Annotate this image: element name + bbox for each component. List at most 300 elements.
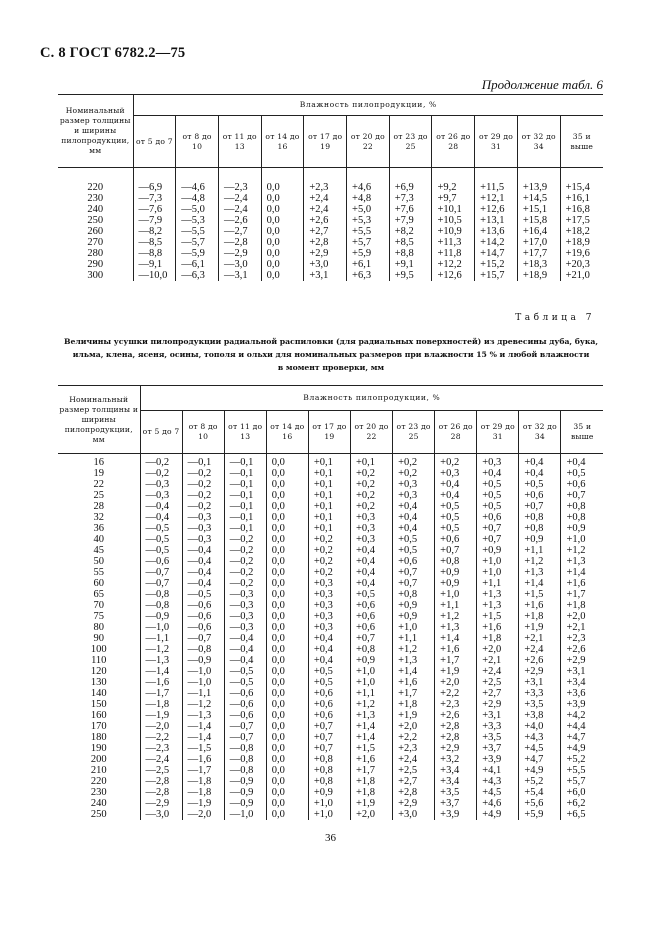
value-cell: —0,8 <box>140 600 182 611</box>
value-cell: +4,4 <box>561 721 603 732</box>
value-cell: —1,0 <box>182 677 224 688</box>
value-cell: 0,0 <box>266 534 308 545</box>
value-cell: +0,4 <box>393 523 435 534</box>
value-cell: +1,6 <box>477 622 519 633</box>
value-cell: —2,6 <box>218 215 261 226</box>
size-cell: 160 <box>58 710 140 721</box>
value-cell: +0,1 <box>308 501 350 512</box>
value-cell: +2,5 <box>477 677 519 688</box>
value-cell: —0,1 <box>224 523 266 534</box>
value-cell: +1,2 <box>350 699 392 710</box>
size-cell: 19 <box>58 468 140 479</box>
value-cell: 0,0 <box>266 787 308 798</box>
value-cell: —0,3 <box>140 490 182 501</box>
size-cell: 220 <box>58 776 140 787</box>
value-cell: —0,9 <box>224 776 266 787</box>
value-cell: —2,4 <box>218 204 261 215</box>
value-cell: +9,5 <box>389 270 432 281</box>
size-cell: 22 <box>58 479 140 490</box>
value-cell: —0,9 <box>140 611 182 622</box>
value-cell: +1,3 <box>393 655 435 666</box>
value-cell: +0,6 <box>435 534 477 545</box>
value-cell: +0,7 <box>350 633 392 644</box>
value-cell: +0,4 <box>477 468 519 479</box>
value-cell: —1,4 <box>182 721 224 732</box>
value-cell: +0,4 <box>519 457 561 468</box>
value-cell: +4,9 <box>519 765 561 776</box>
value-cell: +0,1 <box>308 457 350 468</box>
value-cell: +0,8 <box>308 776 350 787</box>
value-cell: +2,8 <box>304 237 347 248</box>
value-cell: +3,4 <box>435 776 477 787</box>
value-cell: +3,5 <box>435 787 477 798</box>
value-cell: +6,2 <box>561 798 603 809</box>
value-cell: +2,9 <box>561 655 603 666</box>
value-cell: +0,7 <box>393 567 435 578</box>
value-cell: +11,8 <box>432 248 475 259</box>
size-cell: 130 <box>58 677 140 688</box>
value-cell: +7,9 <box>389 215 432 226</box>
value-cell: +2,0 <box>350 809 392 820</box>
value-cell: +1,4 <box>350 732 392 743</box>
caption-line: ильма, клена, ясеня, осины, тополя и ольхи для номинальных размеров при влажности 15 % и любой влажности <box>72 350 590 359</box>
value-cell: +4,6 <box>477 798 519 809</box>
value-cell: —5,9 <box>176 248 219 259</box>
table-row <box>58 699 603 710</box>
value-cell: —0,2 <box>224 578 266 589</box>
value-cell: 0,0 <box>266 633 308 644</box>
value-cell: —0,6 <box>224 699 266 710</box>
value-cell: +3,4 <box>435 765 477 776</box>
value-cell: +9,2 <box>432 182 475 193</box>
value-cell: +0,3 <box>308 600 350 611</box>
table-7 <box>58 385 603 820</box>
value-cell: —0,6 <box>140 556 182 567</box>
table-row <box>58 237 603 248</box>
value-cell: +0,3 <box>393 479 435 490</box>
value-cell: +1,5 <box>519 589 561 600</box>
value-cell: —5,5 <box>176 226 219 237</box>
value-cell: +4,3 <box>477 776 519 787</box>
value-cell: +5,4 <box>519 787 561 798</box>
column-header: 35 и выше <box>561 411 603 454</box>
value-cell: +12,6 <box>475 204 518 215</box>
value-cell: +0,6 <box>561 479 603 490</box>
value-cell: +10,5 <box>432 215 475 226</box>
value-cell: +0,2 <box>308 545 350 556</box>
value-cell: +0,3 <box>350 512 392 523</box>
value-cell: +4,7 <box>519 754 561 765</box>
value-cell: +1,9 <box>350 798 392 809</box>
value-cell: +10,1 <box>432 204 475 215</box>
value-cell: 0,0 <box>266 699 308 710</box>
value-cell: +0,5 <box>435 523 477 534</box>
value-cell: 0,0 <box>266 468 308 479</box>
value-cell: —0,2 <box>182 468 224 479</box>
value-cell: —0,7 <box>140 567 182 578</box>
value-cell: —10,0 <box>133 270 176 281</box>
value-cell: —5,7 <box>176 237 219 248</box>
value-cell: +0,4 <box>350 556 392 567</box>
value-cell: +1,0 <box>308 798 350 809</box>
value-cell: —1,0 <box>224 809 266 820</box>
group-header: Влажность пилопродукции, % <box>140 386 603 411</box>
value-cell: —1,1 <box>182 688 224 699</box>
value-cell: +2,6 <box>519 655 561 666</box>
column-header: от 32 до 34 <box>517 116 560 168</box>
table-row <box>58 479 603 490</box>
group-header: Влажность пилопродукции, % <box>133 95 603 116</box>
value-cell: +3,1 <box>304 270 347 281</box>
value-cell: +6,9 <box>389 182 432 193</box>
value-cell: +0,7 <box>308 721 350 732</box>
value-cell: +0,5 <box>308 677 350 688</box>
value-cell: —1,5 <box>182 743 224 754</box>
value-cell: —0,6 <box>224 688 266 699</box>
table-row <box>58 226 603 237</box>
value-cell: —2,7 <box>218 226 261 237</box>
value-cell: —2,4 <box>218 193 261 204</box>
value-cell: +14,2 <box>475 237 518 248</box>
value-cell: +2,0 <box>435 677 477 688</box>
value-cell: +12,6 <box>432 270 475 281</box>
table-row <box>58 556 603 567</box>
value-cell: +1,0 <box>393 622 435 633</box>
value-cell: +2,3 <box>393 743 435 754</box>
value-cell: —2,3 <box>140 743 182 754</box>
value-cell: +1,6 <box>393 677 435 688</box>
table-row <box>58 666 603 677</box>
value-cell: +0,7 <box>477 534 519 545</box>
value-cell: +3,6 <box>561 688 603 699</box>
value-cell: +17,5 <box>560 215 603 226</box>
table-row <box>58 248 603 259</box>
value-cell: +0,8 <box>393 589 435 600</box>
value-cell: 0,0 <box>266 512 308 523</box>
value-cell: +0,5 <box>435 512 477 523</box>
value-cell: +0,6 <box>308 710 350 721</box>
value-cell: +0,8 <box>561 512 603 523</box>
value-cell: 0,0 <box>266 479 308 490</box>
value-cell: +1,8 <box>561 600 603 611</box>
value-cell: +1,4 <box>519 578 561 589</box>
value-cell: —1,8 <box>182 787 224 798</box>
table-row <box>58 787 603 798</box>
column-header: от 23 до 25 <box>393 411 435 454</box>
value-cell: —0,4 <box>140 501 182 512</box>
value-cell: +6,1 <box>347 259 390 270</box>
value-cell: 0,0 <box>261 226 304 237</box>
value-cell: 0,0 <box>266 578 308 589</box>
value-cell: —0,3 <box>224 589 266 600</box>
table-row <box>58 215 603 226</box>
value-cell: +1,2 <box>519 556 561 567</box>
value-cell: +1,7 <box>393 688 435 699</box>
size-cell: 55 <box>58 567 140 578</box>
value-cell: +5,2 <box>561 754 603 765</box>
value-cell: —0,3 <box>182 512 224 523</box>
table-row <box>58 545 603 556</box>
value-cell: 0,0 <box>261 204 304 215</box>
value-cell: —0,2 <box>224 545 266 556</box>
value-cell: +0,4 <box>308 644 350 655</box>
value-cell: +0,3 <box>308 578 350 589</box>
value-cell: —3,0 <box>140 809 182 820</box>
table-row <box>58 688 603 699</box>
value-cell: —0,4 <box>182 556 224 567</box>
value-cell: +0,6 <box>350 600 392 611</box>
table-row <box>58 633 603 644</box>
value-cell: +3,5 <box>519 699 561 710</box>
size-cell: 230 <box>58 787 140 798</box>
size-cell: 28 <box>58 501 140 512</box>
size-cell: 300 <box>58 270 133 281</box>
value-cell: +4,5 <box>477 787 519 798</box>
value-cell: +0,3 <box>308 589 350 600</box>
value-cell: +0,6 <box>393 556 435 567</box>
value-cell: —0,9 <box>224 798 266 809</box>
value-cell: +0,9 <box>435 567 477 578</box>
value-cell: +3,0 <box>304 259 347 270</box>
size-cell: 270 <box>58 237 133 248</box>
value-cell: —0,5 <box>182 589 224 600</box>
value-cell: 0,0 <box>266 732 308 743</box>
value-cell: +10,9 <box>432 226 475 237</box>
value-cell: +0,4 <box>350 578 392 589</box>
value-cell: +2,2 <box>393 732 435 743</box>
size-cell: 260 <box>58 226 133 237</box>
value-cell: 0,0 <box>266 677 308 688</box>
value-cell: +5,7 <box>347 237 390 248</box>
value-cell: +0,4 <box>308 655 350 666</box>
value-cell: —5,3 <box>176 215 219 226</box>
value-cell: +0,2 <box>308 556 350 567</box>
size-cell: 45 <box>58 545 140 556</box>
value-cell: +0,4 <box>393 501 435 512</box>
value-cell: 0,0 <box>266 611 308 622</box>
value-cell: +16,4 <box>517 226 560 237</box>
size-cell: 50 <box>58 556 140 567</box>
table-row <box>58 721 603 732</box>
value-cell: +0,9 <box>350 655 392 666</box>
value-cell: +2,4 <box>304 204 347 215</box>
table-row <box>58 512 603 523</box>
size-cell: 100 <box>58 644 140 655</box>
value-cell: 0,0 <box>266 600 308 611</box>
value-cell: —0,5 <box>224 666 266 677</box>
value-cell: —0,1 <box>224 501 266 512</box>
value-cell: —6,3 <box>176 270 219 281</box>
value-cell: 0,0 <box>261 237 304 248</box>
value-cell: +4,2 <box>561 710 603 721</box>
value-cell: +1,8 <box>393 699 435 710</box>
table-row <box>58 193 603 204</box>
value-cell: —0,5 <box>140 523 182 534</box>
value-cell: —0,3 <box>224 600 266 611</box>
size-cell: 280 <box>58 248 133 259</box>
value-cell: +6,0 <box>561 787 603 798</box>
value-cell: —0,7 <box>140 578 182 589</box>
table-row <box>58 534 603 545</box>
value-cell: —0,5 <box>140 534 182 545</box>
table-row <box>58 732 603 743</box>
value-cell: +4,5 <box>519 743 561 754</box>
value-cell: —0,6 <box>182 622 224 633</box>
table-7-label: Таблица 7 <box>515 313 595 323</box>
value-cell: —0,2 <box>224 556 266 567</box>
table-row <box>58 457 603 468</box>
value-cell: —0,5 <box>140 545 182 556</box>
value-cell: +1,7 <box>350 765 392 776</box>
size-cell: 60 <box>58 578 140 589</box>
value-cell: 0,0 <box>266 457 308 468</box>
value-cell: —0,6 <box>224 710 266 721</box>
value-cell: +0,8 <box>561 501 603 512</box>
value-cell: 0,0 <box>266 501 308 512</box>
value-cell: +4,9 <box>561 743 603 754</box>
value-cell: +5,9 <box>347 248 390 259</box>
value-cell: —0,2 <box>140 457 182 468</box>
value-cell: +1,0 <box>477 567 519 578</box>
table-row <box>58 798 603 809</box>
value-cell: +2,1 <box>477 655 519 666</box>
value-cell: +1,1 <box>393 633 435 644</box>
value-cell: +0,3 <box>350 523 392 534</box>
table-row <box>58 677 603 688</box>
value-cell: +3,3 <box>519 688 561 699</box>
table-row <box>58 710 603 721</box>
value-cell: +19,6 <box>560 248 603 259</box>
value-cell: 0,0 <box>266 721 308 732</box>
value-cell: +15,8 <box>517 215 560 226</box>
table-row <box>58 655 603 666</box>
value-cell: +2,8 <box>435 732 477 743</box>
value-cell: +1,2 <box>393 644 435 655</box>
size-cell: 16 <box>58 457 140 468</box>
value-cell: +0,5 <box>308 666 350 677</box>
value-cell: +0,3 <box>477 457 519 468</box>
table-row <box>58 589 603 600</box>
value-cell: —0,1 <box>224 490 266 501</box>
value-cell: —0,2 <box>224 534 266 545</box>
value-cell: 0,0 <box>266 776 308 787</box>
value-cell: —1,1 <box>140 633 182 644</box>
value-cell: +0,5 <box>561 468 603 479</box>
value-cell: +2,3 <box>435 699 477 710</box>
value-cell: —7,6 <box>133 204 176 215</box>
value-cell: +0,9 <box>308 787 350 798</box>
value-cell: +11,3 <box>432 237 475 248</box>
value-cell: +15,1 <box>517 204 560 215</box>
value-cell: +0,5 <box>435 501 477 512</box>
table-row <box>58 270 603 281</box>
value-cell: —0,3 <box>224 622 266 633</box>
value-cell: +1,9 <box>393 710 435 721</box>
value-cell: +14,5 <box>517 193 560 204</box>
value-cell: +2,9 <box>477 699 519 710</box>
value-cell: +1,0 <box>350 666 392 677</box>
table-row <box>58 644 603 655</box>
size-cell: 180 <box>58 732 140 743</box>
table-row <box>58 490 603 501</box>
column-header: 35 и выше <box>560 116 603 168</box>
value-cell: +16,8 <box>560 204 603 215</box>
table-row <box>58 204 603 215</box>
value-cell: +0,6 <box>308 688 350 699</box>
size-cell: 65 <box>58 589 140 600</box>
value-cell: —0,1 <box>224 468 266 479</box>
column-header: от 5 до 7 <box>140 411 182 454</box>
value-cell: +14,7 <box>475 248 518 259</box>
value-cell: +0,1 <box>308 490 350 501</box>
value-cell: +16,1 <box>560 193 603 204</box>
value-cell: +1,8 <box>350 787 392 798</box>
value-cell: —0,2 <box>182 490 224 501</box>
value-cell: —1,9 <box>182 798 224 809</box>
size-cell: 190 <box>58 743 140 754</box>
value-cell: +18,3 <box>517 259 560 270</box>
value-cell: +0,6 <box>308 699 350 710</box>
value-cell: +2,7 <box>304 226 347 237</box>
value-cell: —8,5 <box>133 237 176 248</box>
value-cell: +2,8 <box>393 787 435 798</box>
value-cell: —1,3 <box>140 655 182 666</box>
value-cell: +0,5 <box>393 545 435 556</box>
value-cell: +0,1 <box>308 468 350 479</box>
value-cell: 0,0 <box>266 666 308 677</box>
value-cell: +1,6 <box>519 600 561 611</box>
value-cell: +12,2 <box>432 259 475 270</box>
value-cell: +2,0 <box>561 611 603 622</box>
value-cell: +0,3 <box>308 622 350 633</box>
value-cell: 0,0 <box>261 193 304 204</box>
size-cell: 240 <box>58 798 140 809</box>
value-cell: 0,0 <box>261 270 304 281</box>
value-cell: —6,1 <box>176 259 219 270</box>
value-cell: +15,2 <box>475 259 518 270</box>
value-cell: 0,0 <box>266 655 308 666</box>
size-cell: 36 <box>58 523 140 534</box>
value-cell: +2,3 <box>304 182 347 193</box>
size-cell: 230 <box>58 193 133 204</box>
value-cell: —4,8 <box>176 193 219 204</box>
value-cell: +1,3 <box>561 556 603 567</box>
value-cell: +1,5 <box>477 611 519 622</box>
value-cell: +0,2 <box>435 457 477 468</box>
value-cell: +2,4 <box>304 193 347 204</box>
value-cell: +2,1 <box>561 622 603 633</box>
value-cell: —0,4 <box>182 578 224 589</box>
column-header: от 26 до 28 <box>432 116 475 168</box>
value-cell: +5,3 <box>347 215 390 226</box>
row-header: Номинальный размер толщины и ширины пилопродукции, мм <box>58 95 133 168</box>
value-cell: —0,9 <box>182 655 224 666</box>
value-cell: +0,8 <box>308 765 350 776</box>
value-cell: +0,8 <box>435 556 477 567</box>
value-cell: +4,1 <box>477 765 519 776</box>
table-row <box>58 600 603 611</box>
value-cell: +1,8 <box>477 633 519 644</box>
column-header: от 29 до 31 <box>477 411 519 454</box>
size-cell: 80 <box>58 622 140 633</box>
table-row <box>58 611 603 622</box>
value-cell: —0,1 <box>224 479 266 490</box>
size-cell: 110 <box>58 655 140 666</box>
size-cell: 25 <box>58 490 140 501</box>
value-cell: +15,7 <box>475 270 518 281</box>
value-cell: 0,0 <box>266 644 308 655</box>
value-cell: 0,0 <box>266 688 308 699</box>
